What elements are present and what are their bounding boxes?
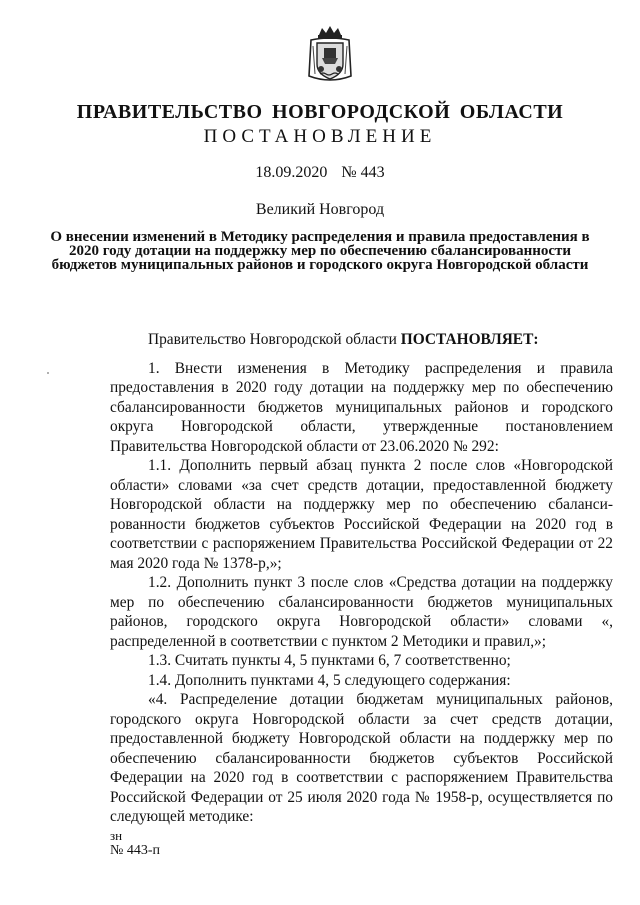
preamble-text: Правительство Новгородской области bbox=[148, 331, 401, 348]
document-footer bbox=[110, 828, 160, 858]
coat-of-arms-icon bbox=[305, 26, 355, 86]
paragraph-4-quote: «4. Распределение дотации бюджетам муниципальных районов, городского округа Новгородской области за счет средств дотации, предоставленной бюджету Новгородской области на поддержку мер по обеспечению сбалансированности бюджетов субъектов Российской Федерации на 2020 год в соответствии с распоряжением Правительства Российской Федерации от 25 июля 2020 года № 1958-р, осуществляется по следующей методике: bbox=[110, 691, 613, 825]
paragraph-1: 1. Внести изменения в Методику распределения и правила предоставления в 2020 году дотации на поддержку мер по обеспечению сбалансированности бюджетов муниципальных районов и городского округа Новгородской области, утвержденные постановлением Правительства Новгородской области от 23.06.2020 № 292: bbox=[110, 359, 613, 455]
document-number: № 443 bbox=[341, 164, 385, 181]
paragraph-1-3: 1.3. Считать пункты 4, 5 пунктами 6, 7 соответственно; bbox=[148, 652, 511, 669]
date-number-line bbox=[0, 164, 640, 182]
footer-doc-number: № 443-п bbox=[110, 843, 161, 858]
document-type: ПОСТАНОВЛЕНИЕ bbox=[203, 126, 437, 147]
preamble-resolves: ПОСТАНОВЛЯЕТ: bbox=[400, 331, 539, 348]
government-title: ПРАВИТЕЛЬСТВО НОВГОРОДСКОЙ ОБЛАСТИ bbox=[76, 101, 564, 123]
footer-initials: зн bbox=[110, 828, 123, 843]
preamble-paragraph bbox=[110, 330, 613, 350]
paragraph-1-1: 1.1. Дополнить первый абзац пункта 2 после слов «Новгородской области» словами «за счет средств дотации, предоставленной бюджету Новгородской области на поддержку мер по обеспечению сбалансированности бюджетов субъектов Российской Федерации на 2020 год в соответствии с распоряжением Правительства Российской Федерации от 22 мая 2020 года № 1378-р,»; bbox=[110, 457, 613, 572]
paragraph-1-4: 1.4. Дополнить пунктами 4, 5 следующего содержания: bbox=[148, 671, 511, 689]
document-body bbox=[110, 330, 613, 827]
document-city: Великий Новгород bbox=[255, 201, 385, 218]
document-subject: О внесении изменений в Методику распределения и правила предоставления в 2020 году дотации на поддержку мер по обеспечению сбалансированности бюджетов муниципальных районов и городского округа Новгородской области bbox=[50, 229, 590, 273]
paragraph-1-2: 1.2. Дополнить пункт 3 после слов «Средства дотации на поддержку мер по обеспечению сбалансированности бюджетов муниципальных районов, городского округа Новгородской области» словами «, распределенной в соответствии с пунктом 2 Методики и правил,»; bbox=[110, 574, 613, 650]
scan-speck bbox=[47, 372, 49, 374]
document-date: 18.09.2020 bbox=[255, 164, 328, 181]
